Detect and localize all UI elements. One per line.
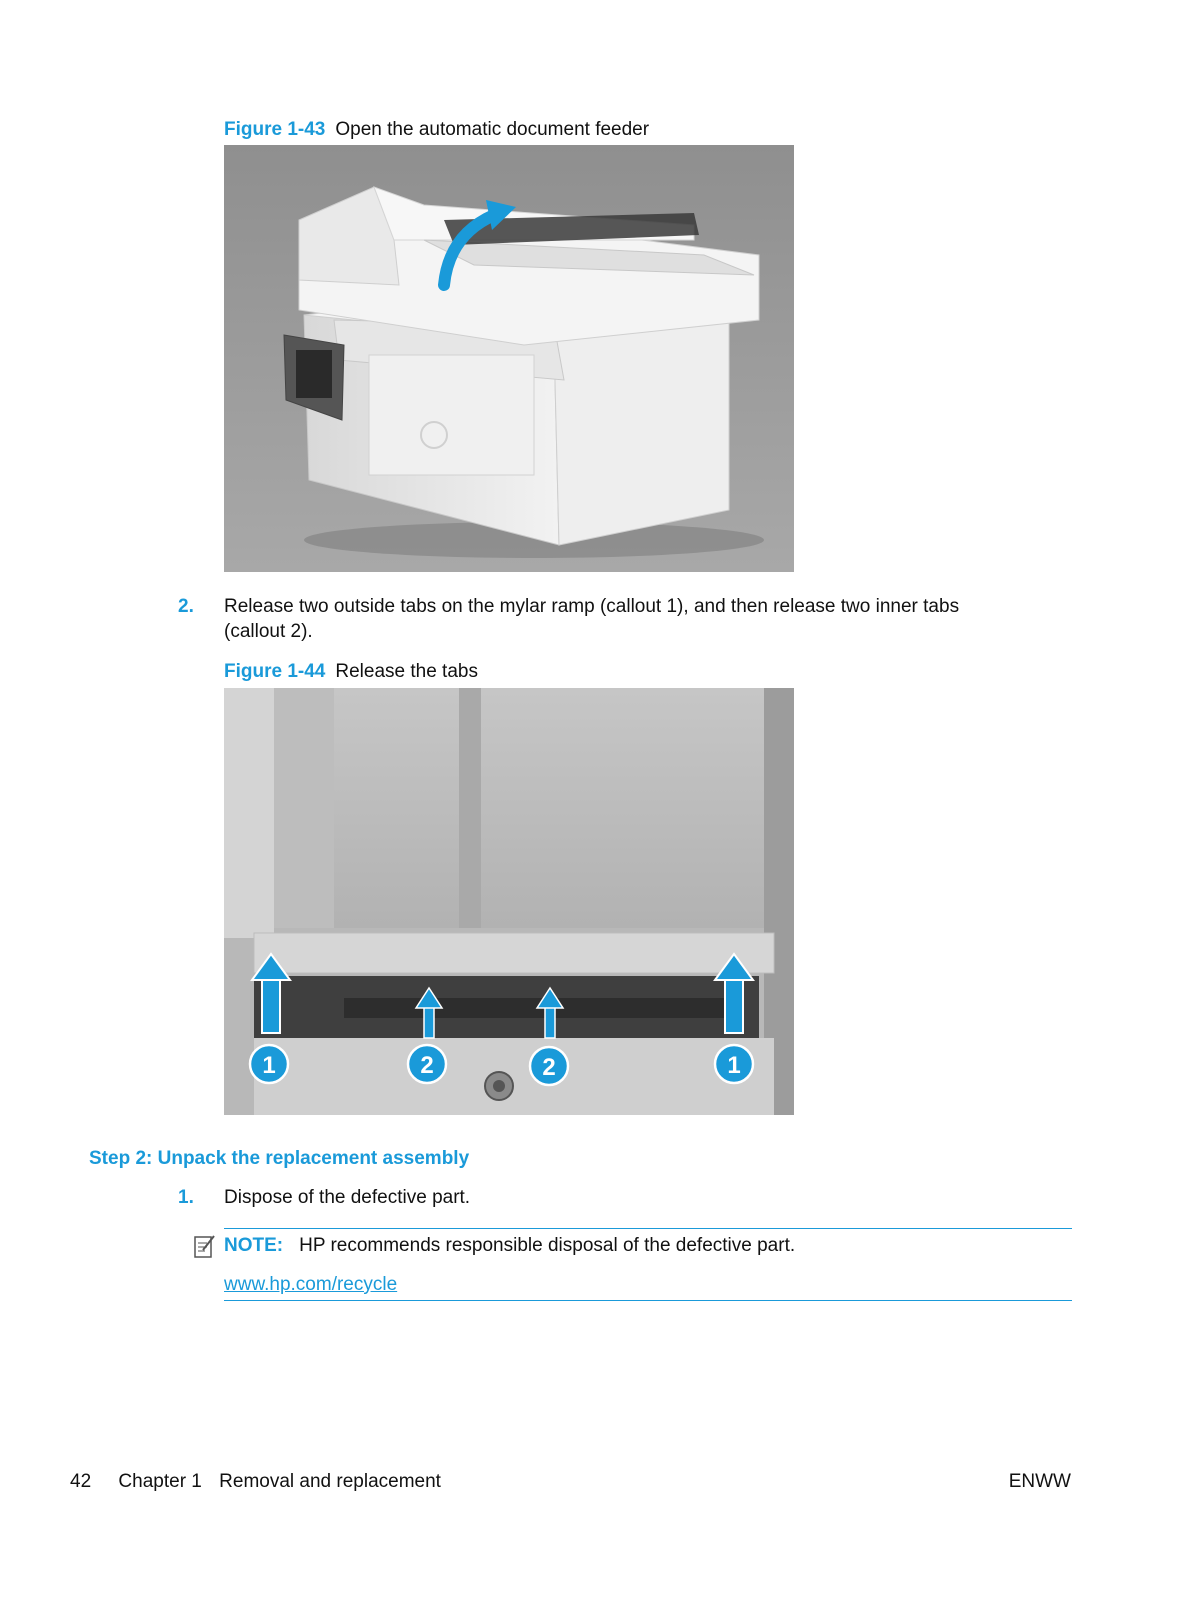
step-text-line-2: (callout 2). [224, 621, 313, 642]
section-step-number: 1. [178, 1187, 194, 1208]
chapter-label: Chapter 1 [118, 1471, 202, 1492]
section-heading: Step 2: Unpack the replacement assembly [89, 1148, 470, 1169]
note-label: NOTE: [224, 1235, 284, 1256]
recycle-link[interactable]: www.hp.com/recycle [224, 1274, 398, 1295]
figure-43-image [224, 145, 794, 572]
page-footer-left [70, 1471, 441, 1493]
callout-1-right [715, 1045, 753, 1083]
callout-label: 1 [262, 1052, 276, 1079]
printer-illustration [224, 145, 794, 572]
callout-2-left [408, 1045, 446, 1083]
figure-44-caption [224, 660, 478, 684]
callout-2-right [530, 1047, 568, 1085]
note-text: HP recommends responsible disposal of the defective part. [299, 1235, 796, 1256]
step-text [224, 594, 1084, 644]
callout-1-left [250, 1045, 288, 1083]
figure-44-caption-text: Release the tabs [335, 661, 478, 682]
chapter-title: Removal and replacement [219, 1471, 441, 1492]
figure-44-image [224, 688, 794, 1115]
section-step-text: Dispose of the defective part. [224, 1187, 471, 1208]
step-number: 2. [178, 596, 194, 617]
note-bottom-rule [224, 1300, 1072, 1301]
step-text-line-1: Release two outside tabs on the mylar ramp (callout 1), and then release two inner tabs [224, 596, 960, 617]
page-number: 42 [70, 1471, 92, 1492]
mylar-ramp-illustration [224, 688, 794, 1115]
callout-label: 1 [727, 1052, 741, 1079]
note-line [224, 1233, 795, 1258]
note-icon [193, 1233, 217, 1264]
page-footer-right: ENWW [1008, 1471, 1071, 1492]
figure-43-caption-text: Open the automatic document feeder [335, 119, 650, 140]
note-top-rule [224, 1228, 1072, 1229]
callout-label: 2 [542, 1054, 556, 1081]
figure-43-label: Figure 1-43 [224, 119, 326, 140]
figure-43-caption [224, 118, 649, 142]
figure-44-label: Figure 1-44 [224, 661, 326, 682]
callout-label: 2 [420, 1052, 434, 1079]
